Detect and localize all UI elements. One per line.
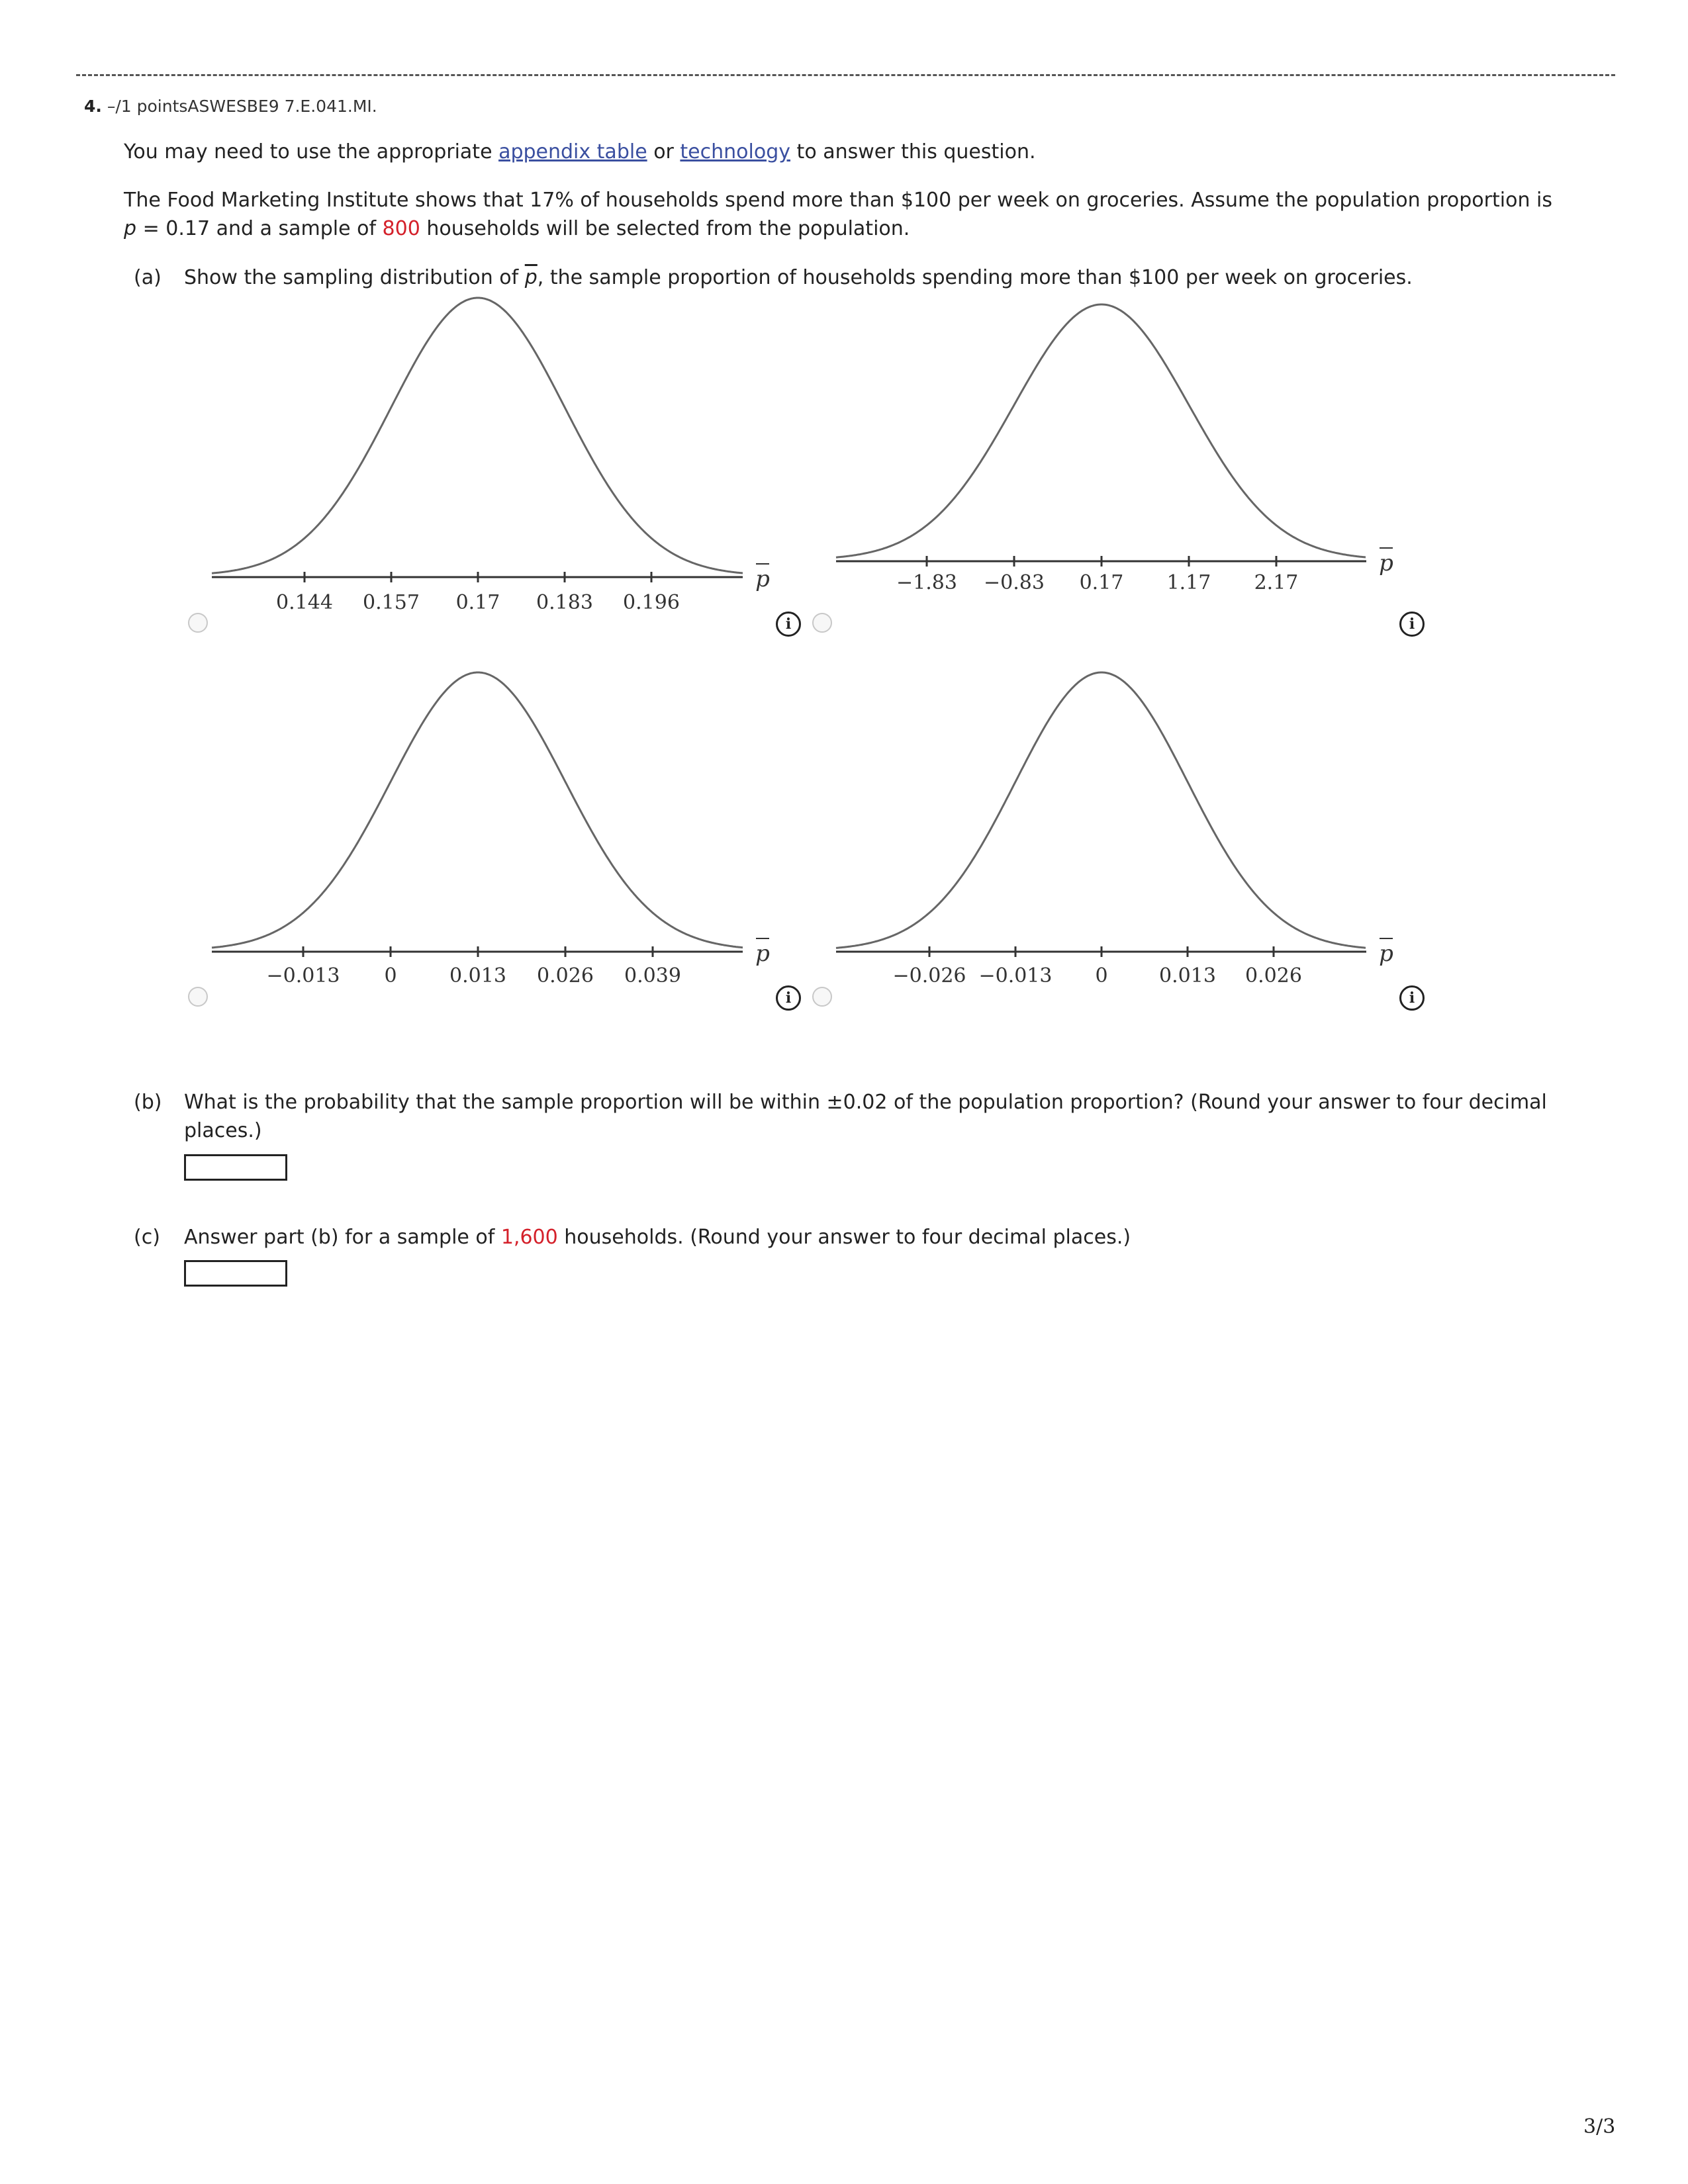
option-4-radio[interactable] (812, 987, 832, 1007)
normal-curve (836, 304, 1366, 557)
option-4-plot (836, 672, 1393, 987)
part-b-text (184, 1088, 1547, 1145)
option-4-info-icon[interactable]: i (1399, 985, 1425, 1011)
x-tick-label: −0.026 (892, 964, 966, 987)
x-tick-label: −0.013 (266, 964, 340, 987)
x-axis-label: p (1379, 940, 1393, 967)
part-a-text-after: , the sample proportion of households spending more than $100 per week on groceries. (537, 266, 1413, 289)
x-axis-label: p (1379, 550, 1393, 576)
problem-line-2b: households will be selected from the population. (420, 217, 910, 240)
option-2-info-icon[interactable]: i (1399, 612, 1425, 637)
part-b-line-1: What is the probability that the sample proportion will be within ±0.02 of the population proportion? (Round your answer to four decimal (184, 1091, 1547, 1114)
x-tick-label: 0.144 (276, 591, 333, 614)
x-tick-label: 0.17 (455, 591, 500, 614)
normal-curve (212, 672, 743, 948)
x-tick-label: 0.013 (1159, 964, 1216, 987)
part-c-text-after: households. (Round your answer to four decimal places.) (557, 1226, 1131, 1249)
problem-line-2a: = 0.17 and a sample of (136, 217, 383, 240)
question-number: 4. (84, 97, 102, 116)
x-tick-label: 0.026 (537, 964, 594, 987)
x-tick-label: 0.183 (536, 591, 593, 614)
technology-link[interactable]: technology (680, 140, 791, 163)
option-2-plot (836, 304, 1393, 594)
option-1-info-icon[interactable]: i (776, 612, 801, 637)
option-3-plot (212, 672, 770, 987)
part-c-label: (c) (134, 1226, 160, 1249)
x-tick-label: 0 (1095, 964, 1108, 987)
x-tick-label: 2.17 (1254, 571, 1299, 594)
sample-size-1600: 1,600 (500, 1226, 558, 1249)
option-1-radio[interactable] (188, 613, 208, 633)
problem-line-1: The Food Marketing Institute shows that 17% of households spend more than $100 per week on groceries. Assume the population proportion is (124, 189, 1552, 212)
x-tick-label: 0.196 (623, 591, 680, 614)
question-points-source: –/1 pointsASWESBE9 7.E.041.MI. (107, 97, 377, 116)
x-tick-label: 0.17 (1079, 571, 1124, 594)
x-tick-label: 1.17 (1166, 571, 1211, 594)
x-tick-label: −1.83 (896, 571, 957, 594)
x-tick-label: −0.013 (978, 964, 1053, 987)
part-c-text (184, 1223, 1131, 1251)
option-3-radio[interactable] (188, 987, 208, 1007)
problem-p-symbol: p (124, 217, 137, 240)
option-2-radio[interactable] (812, 613, 832, 633)
x-tick-label: −0.83 (984, 571, 1045, 594)
part-b-line-2: places.) (184, 1119, 262, 1142)
x-tick-label: 0.013 (449, 964, 506, 987)
sample-size-800: 800 (382, 217, 420, 240)
intro-before: You may need to use the appropriate (124, 140, 499, 163)
x-tick-label: 0.026 (1245, 964, 1302, 987)
x-tick-label: 0 (384, 964, 397, 987)
part-a-label: (a) (134, 266, 162, 289)
x-axis-label: p (755, 566, 770, 592)
part-b-label: (b) (134, 1091, 162, 1114)
part-c-answer-input[interactable] (184, 1260, 287, 1287)
normal-curve (836, 672, 1366, 948)
page-number: 3/3 (1583, 2115, 1616, 2138)
appendix-table-link[interactable]: appendix table (498, 140, 647, 163)
x-axis-label: p (755, 940, 770, 967)
part-c-text-before: Answer part (b) for a sample of (184, 1226, 501, 1249)
option-1-plot (212, 298, 770, 614)
x-tick-label: 0.039 (624, 964, 681, 987)
part-b-answer-input[interactable] (184, 1154, 287, 1181)
normal-curve (212, 298, 743, 573)
pbar-symbol: $\overline{p}$ (524, 266, 538, 289)
x-tick-label: 0.157 (363, 591, 420, 614)
intro-after: to answer this question. (790, 140, 1036, 163)
intro-middle: or (647, 140, 680, 163)
option-3-info-icon[interactable]: i (776, 985, 801, 1011)
part-a-text-before: Show the sampling distribution of (184, 266, 525, 289)
